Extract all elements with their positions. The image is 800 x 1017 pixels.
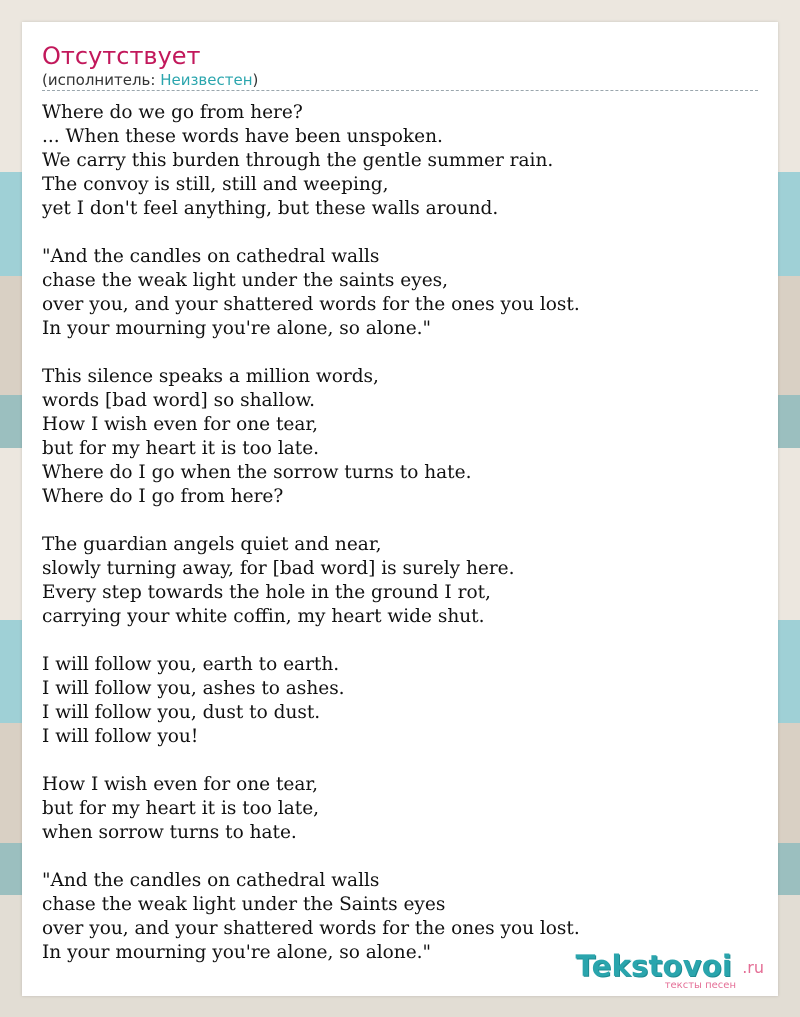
title-divider <box>42 90 758 91</box>
artist-prefix: (исполнитель: <box>42 71 161 89</box>
song-title: Отсутствует <box>42 42 201 70</box>
artist-suffix: ) <box>252 71 259 89</box>
artist-link[interactable]: Неизвестен <box>160 71 253 89</box>
logo-name: Tekstovoi <box>575 949 732 983</box>
site-logo[interactable] <box>560 950 770 994</box>
logo-tagline: тексты песен <box>664 980 736 991</box>
logo-tld: .ru <box>742 958 764 977</box>
lyrics-card <box>22 22 778 996</box>
artist-line <box>42 71 258 89</box>
lyrics-text: Where do we go from here? ... When these words have been unspoken. We carry this burden through the gentle summer rain. The convoy is still, still and weeping, yet I don't feel anything, but these walls around. "And the candles on cathedral walls chase the weak light under the saints eyes, over you, and your shattered words for the ones you lost. In your mourning you're alone, so alone." This silence speaks a million words, words [bad word] so shallow. How I wish even for one tear, but for my heart it is too late. Where do I go when the sorrow turns to hate. Where do I go from here? The guardian angels quiet and near, slowly turning away, for [bad word] is surely here. Every step towards the hole in the ground I rot, carrying your white coffin, my heart wide shut. I will follow you, earth to earth. I will follow you, ashes to ashes. I will follow you, dust to dust. I will follow you! How I wish even for one tear, but for my heart it is too late, when sorrow turns to hate. "And the candles on cathedral walls chase the weak light under the Saints eyes over you, and your shattered words for the ones you lost. In your mourning you're alone, so alone." <box>42 102 580 963</box>
